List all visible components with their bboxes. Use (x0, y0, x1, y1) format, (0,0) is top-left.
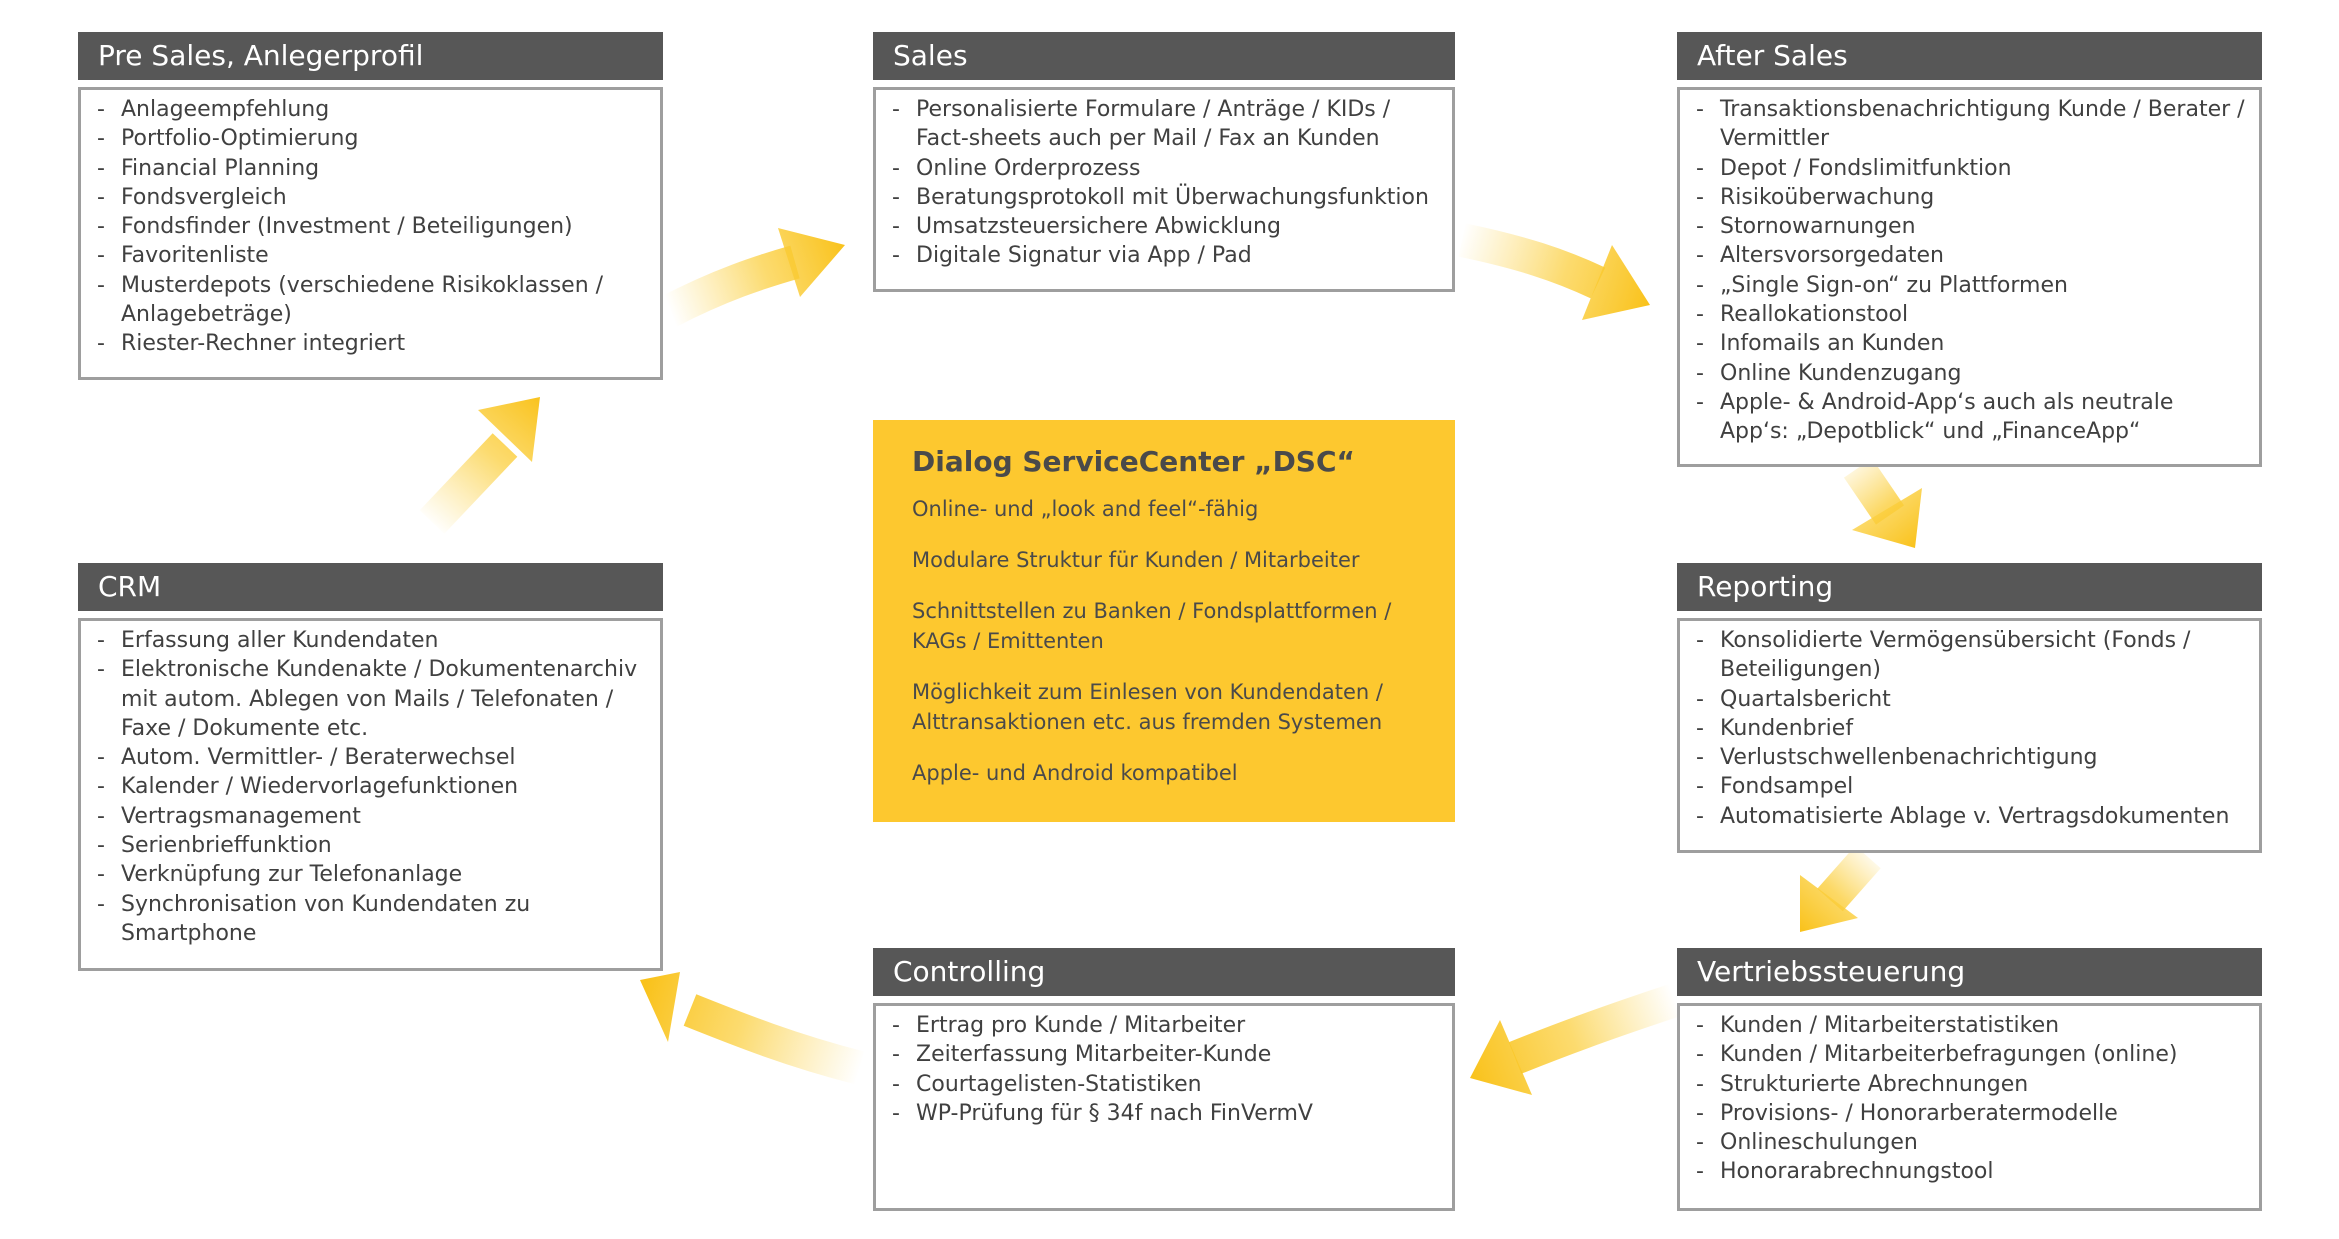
card-vertrieb-title: Vertriebssteuerung (1677, 948, 2262, 996)
list-item: - Serienbrieffunktion (97, 831, 646, 860)
list-item: - WP-Prüfung für § 34f nach FinVermV (892, 1099, 1438, 1128)
card-reporting (1677, 563, 2262, 853)
list-item: - Ertrag pro Kunde / Mitarbeiter (892, 1011, 1438, 1040)
list-item: - Portfolio-Optimierung (97, 124, 646, 153)
card-reporting-body (1677, 618, 2262, 853)
list-item: - Verlustschwellenbenachrichtigung (1696, 743, 2245, 772)
list-item: - Online Orderprozess (892, 154, 1438, 183)
arrow-reporting-to-vertrieb (1800, 857, 1868, 932)
dsc-item: Möglichkeit zum Einlesen von Kundendaten / Alttransaktionen etc. aus fremden Systemen (912, 680, 1383, 734)
dsc-title: Dialog ServiceCenter „DSC“ (912, 445, 1355, 478)
card-vertrieb-body (1677, 1003, 2262, 1211)
card-sales (873, 32, 1455, 292)
list-item: - Vertragsmanagement (97, 802, 646, 831)
dsc-box (873, 420, 1455, 822)
card-aftersales (1677, 32, 2262, 467)
arrow-presales-to-sales (668, 228, 845, 312)
card-reporting-title: Reporting (1677, 563, 2262, 611)
list-item: - Umsatzsteuersichere Abwicklung (892, 212, 1438, 241)
card-sales-body (873, 87, 1455, 292)
dsc-item: Schnittstellen zu Banken / Fondsplattformen / KAGs / Emittenten (912, 599, 1392, 653)
list-item: - Financial Planning (97, 154, 646, 183)
list-item: - Strukturierte Abrechnungen (1696, 1070, 2245, 1099)
arrow-controlling-to-crm (640, 972, 860, 1068)
list-item: - Fondsvergleich (97, 183, 646, 212)
list-item: - Riester-Rechner integriert (97, 329, 646, 358)
list-item: - Provisions- / Honorarberatermodelle (1696, 1099, 2245, 1128)
list-item: - Erfassung aller Kundendaten (97, 626, 646, 655)
card-presales-list (97, 95, 646, 359)
list-item: - Verknüpfung zur Telefonanlage (97, 860, 646, 889)
card-aftersales-list (1696, 95, 2245, 447)
dsc-item: Online- und „look and feel“-fähig (912, 497, 1259, 521)
list-item: - Transaktionsbenachrichtigung Kunde / Berater / Vermittler (1696, 95, 2245, 154)
list-item: - Konsolidierte Vermögensübersicht (Fonds / Beteiligungen) (1696, 626, 2245, 685)
list-item: - Beratungsprotokoll mit Überwachungsfunktion (892, 183, 1438, 212)
list-item: - Online Kundenzugang (1696, 359, 2245, 388)
list-item: - Kunden / Mitarbeiterstatistiken (1696, 1011, 2245, 1040)
card-crm (78, 563, 663, 971)
arrow-aftersales-to-reporting (1852, 468, 1922, 548)
list-item: - Altersvorsorgedaten (1696, 241, 2245, 270)
card-sales-list (892, 95, 1438, 271)
list-item: - Reallokationstool (1696, 300, 2245, 329)
list-item: - Musterdepots (verschiedene Risikoklassen / Anlagebeträge) (97, 271, 646, 330)
list-item: - Fondsfinder (Investment / Beteiligungen) (97, 212, 646, 241)
list-item: - „Single Sign-on“ zu Plattformen (1696, 271, 2245, 300)
card-presales-title: Pre Sales, Anlegerprofil (78, 32, 663, 80)
card-crm-list (97, 626, 646, 948)
card-crm-title: CRM (78, 563, 663, 611)
card-aftersales-body (1677, 87, 2262, 467)
list-item: - Digitale Signatur via App / Pad (892, 241, 1438, 270)
card-controlling-title: Controlling (873, 948, 1455, 996)
list-item: - Kundenbrief (1696, 714, 2245, 743)
list-item: - Stornowarnungen (1696, 212, 2245, 241)
list-item: - Apple- & Android-App‘s auch als neutrale App‘s: „Depotblick“ und „FinanceApp“ (1696, 388, 2245, 447)
list-item: - Anlageempfehlung (97, 95, 646, 124)
list-item: - Depot / Fondslimitfunktion (1696, 154, 2245, 183)
arrow-vertrieb-to-controlling (1470, 1000, 1675, 1095)
list-item: - Kunden / Mitarbeiterbefragungen (online) (1696, 1040, 2245, 1069)
card-controlling-list (892, 1011, 1438, 1128)
list-item: - Kalender / Wiedervorlagefunktionen (97, 772, 646, 801)
list-item: - Risikoüberwachung (1696, 183, 2245, 212)
arrow-crm-to-presales (432, 397, 540, 522)
card-presales (78, 32, 663, 380)
card-controlling-body (873, 1003, 1455, 1211)
dsc-item: Apple- und Android kompatibel (912, 761, 1238, 785)
card-crm-body (78, 618, 663, 971)
card-presales-body (78, 87, 663, 380)
card-vertrieb (1677, 948, 2262, 1211)
card-reporting-list (1696, 626, 2245, 831)
card-controlling (873, 948, 1455, 1211)
list-item: - Personalisierte Formulare / Anträge / KIDs / Fact-sheets auch per Mail / Fax an Kunden (892, 95, 1438, 154)
card-vertrieb-list (1696, 1011, 2245, 1187)
list-item: - Honorarabrechnungstool (1696, 1157, 2245, 1186)
card-sales-title: Sales (873, 32, 1455, 80)
card-aftersales-title: After Sales (1677, 32, 2262, 80)
list-item: - Onlineschulungen (1696, 1128, 2245, 1157)
arrow-sales-to-aftersales (1462, 240, 1650, 320)
dsc-item: Modulare Struktur für Kunden / Mitarbeiter (912, 548, 1360, 572)
list-item: - Courtagelisten-Statistiken (892, 1070, 1438, 1099)
list-item: - Fondsampel (1696, 772, 2245, 801)
list-item: - Infomails an Kunden (1696, 329, 2245, 358)
list-item: - Zeiterfassung Mitarbeiter-Kunde (892, 1040, 1438, 1069)
list-item: - Favoritenliste (97, 241, 646, 270)
list-item: - Synchronisation von Kundendaten zu Smartphone (97, 890, 646, 949)
list-item: - Autom. Vermittler- / Beraterwechsel (97, 743, 646, 772)
list-item: - Elektronische Kundenakte / Dokumentenarchiv mit autom. Ablegen von Mails / Telefonaten / Faxe / Dokumente etc. (97, 655, 646, 743)
list-item: - Quartalsbericht (1696, 685, 2245, 714)
list-item: - Automatisierte Ablage v. Vertragsdokumenten (1696, 802, 2245, 831)
